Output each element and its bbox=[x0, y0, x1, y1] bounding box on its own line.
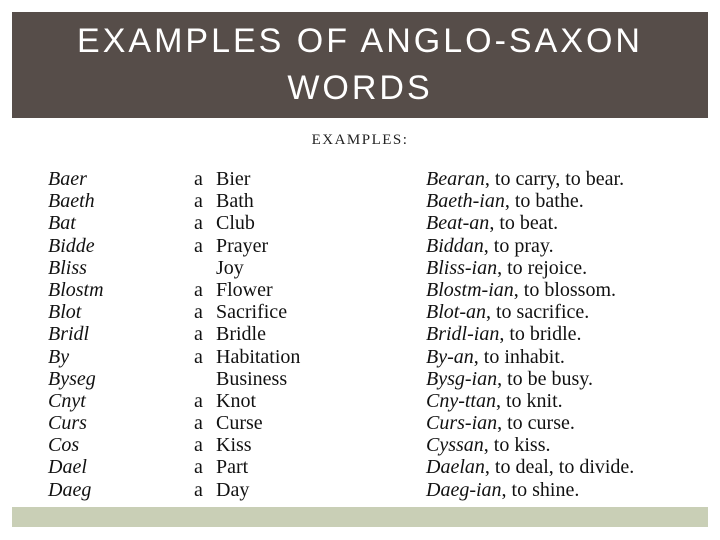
anglo-saxon-word: Cos bbox=[48, 434, 80, 457]
table-row bbox=[0, 168, 720, 190]
verb-entry bbox=[426, 168, 624, 190]
verb-gloss: , to shine. bbox=[501, 478, 580, 501]
examples-heading: EXAMPLES: bbox=[311, 132, 409, 148]
table-row bbox=[0, 212, 720, 234]
anglo-saxon-word: Bliss bbox=[48, 256, 87, 279]
anglo-saxon-word: Bat bbox=[48, 212, 76, 235]
english-meaning: Day bbox=[216, 478, 250, 501]
verb-gloss: , to sacrifice. bbox=[486, 301, 590, 324]
english-meaning: Curse bbox=[216, 412, 263, 435]
verb-gloss: , to kiss. bbox=[483, 434, 551, 457]
verb-form: Bearan bbox=[426, 168, 485, 190]
article: a bbox=[194, 412, 203, 435]
verb-form: Bysg-ian bbox=[426, 367, 498, 390]
anglo-saxon-word: Blot bbox=[48, 301, 82, 324]
verb-gloss: , to bridle. bbox=[499, 323, 582, 346]
verb-form: By-an bbox=[426, 345, 474, 368]
article: a bbox=[194, 168, 203, 190]
english-meaning: Business bbox=[216, 367, 288, 390]
verb-gloss: , to knit. bbox=[496, 389, 563, 412]
anglo-saxon-word: By bbox=[48, 345, 70, 368]
english-meaning: Club bbox=[216, 212, 255, 235]
anglo-saxon-word: Baeth bbox=[48, 190, 95, 213]
verb-entry bbox=[426, 323, 582, 345]
article: a bbox=[194, 389, 203, 412]
table-row bbox=[0, 257, 720, 279]
anglo-saxon-word: Bidde bbox=[48, 234, 95, 257]
verb-entry bbox=[426, 434, 550, 456]
article: a bbox=[194, 301, 203, 324]
verb-entry bbox=[426, 279, 616, 301]
verb-form: Cny-ttan bbox=[426, 389, 496, 412]
english-meaning: Bridle bbox=[216, 323, 266, 346]
article: a bbox=[194, 278, 203, 301]
verb-entry bbox=[426, 301, 589, 323]
verb-entry bbox=[426, 346, 565, 368]
english-meaning: Kiss bbox=[216, 434, 252, 457]
verb-gloss: , to blossom. bbox=[513, 278, 617, 301]
verb-form: Bridl-ian bbox=[426, 323, 500, 346]
verb-entry bbox=[426, 368, 593, 390]
english-meaning: Bath bbox=[216, 190, 254, 213]
anglo-saxon-word: Cnyt bbox=[48, 389, 86, 412]
english-meaning: Prayer bbox=[216, 234, 269, 257]
table-row bbox=[0, 190, 720, 212]
verb-entry bbox=[426, 235, 554, 257]
article: a bbox=[194, 212, 203, 235]
verb-gloss: , to inhabit. bbox=[473, 345, 565, 368]
anglo-saxon-word: Byseg bbox=[48, 367, 96, 390]
table-row bbox=[0, 301, 720, 323]
table-row bbox=[0, 479, 720, 501]
table-row bbox=[0, 346, 720, 368]
verb-entry bbox=[426, 190, 584, 212]
english-meaning: Habitation bbox=[216, 345, 301, 368]
verb-gloss: , to rejoice. bbox=[497, 256, 588, 279]
verb-entry bbox=[426, 257, 587, 279]
verb-gloss: , to curse. bbox=[497, 412, 575, 435]
verb-entry bbox=[426, 479, 579, 501]
verb-form: Beat-an bbox=[426, 212, 490, 235]
english-meaning: Joy bbox=[216, 256, 244, 279]
verb-entry bbox=[426, 212, 558, 234]
article: a bbox=[194, 234, 203, 257]
verb-entry bbox=[426, 456, 634, 478]
anglo-saxon-word: Bridl bbox=[48, 323, 90, 346]
verb-gloss: , to deal, to divide. bbox=[484, 456, 635, 479]
anglo-saxon-word: Curs bbox=[48, 412, 87, 435]
verb-gloss: , to pray. bbox=[483, 234, 554, 257]
article: a bbox=[194, 456, 203, 479]
english-meaning: Knot bbox=[216, 389, 256, 412]
word-table bbox=[0, 168, 720, 501]
article: a bbox=[194, 190, 203, 213]
slide-title: EXAMPLES OF ANGLO-SAXON WORDS bbox=[77, 22, 643, 107]
verb-gloss: , to bathe. bbox=[504, 190, 584, 213]
verb-form: Curs-ian bbox=[426, 412, 498, 435]
verb-entry bbox=[426, 390, 563, 412]
table-row bbox=[0, 456, 720, 478]
verb-form: Daeg-ian bbox=[426, 478, 502, 501]
table-row bbox=[0, 390, 720, 412]
footer-bar bbox=[12, 507, 708, 527]
verb-form: Bliss-ian bbox=[426, 256, 498, 279]
article: a bbox=[194, 434, 203, 457]
verb-gloss: , to carry, to bear. bbox=[484, 168, 625, 190]
table-row bbox=[0, 412, 720, 434]
table-row bbox=[0, 434, 720, 456]
verb-form: Biddan bbox=[426, 234, 484, 257]
anglo-saxon-word: Baer bbox=[48, 168, 87, 190]
verb-form: Baeth-ian bbox=[426, 190, 505, 213]
article: a bbox=[194, 323, 203, 346]
verb-form: Blostm-ian bbox=[426, 278, 514, 301]
table-row bbox=[0, 323, 720, 345]
anglo-saxon-word: Daeg bbox=[48, 478, 92, 501]
table-row bbox=[0, 368, 720, 390]
verb-form: Daelan bbox=[426, 456, 485, 479]
english-meaning: Flower bbox=[216, 278, 273, 301]
english-meaning: Sacrifice bbox=[216, 301, 288, 324]
verb-gloss: , to beat. bbox=[489, 212, 559, 235]
article: a bbox=[194, 478, 203, 501]
english-meaning: Bier bbox=[216, 168, 251, 190]
anglo-saxon-word: Dael bbox=[48, 456, 87, 479]
verb-gloss: , to be busy. bbox=[497, 367, 594, 390]
title-bar bbox=[12, 12, 708, 118]
verb-entry bbox=[426, 412, 575, 434]
anglo-saxon-word: Blostm bbox=[48, 278, 104, 301]
verb-form: Cyssan bbox=[426, 434, 484, 457]
table-row bbox=[0, 235, 720, 257]
table-row bbox=[0, 279, 720, 301]
english-meaning: Part bbox=[216, 456, 249, 479]
article: a bbox=[194, 345, 203, 368]
verb-form: Blot-an bbox=[426, 301, 486, 324]
